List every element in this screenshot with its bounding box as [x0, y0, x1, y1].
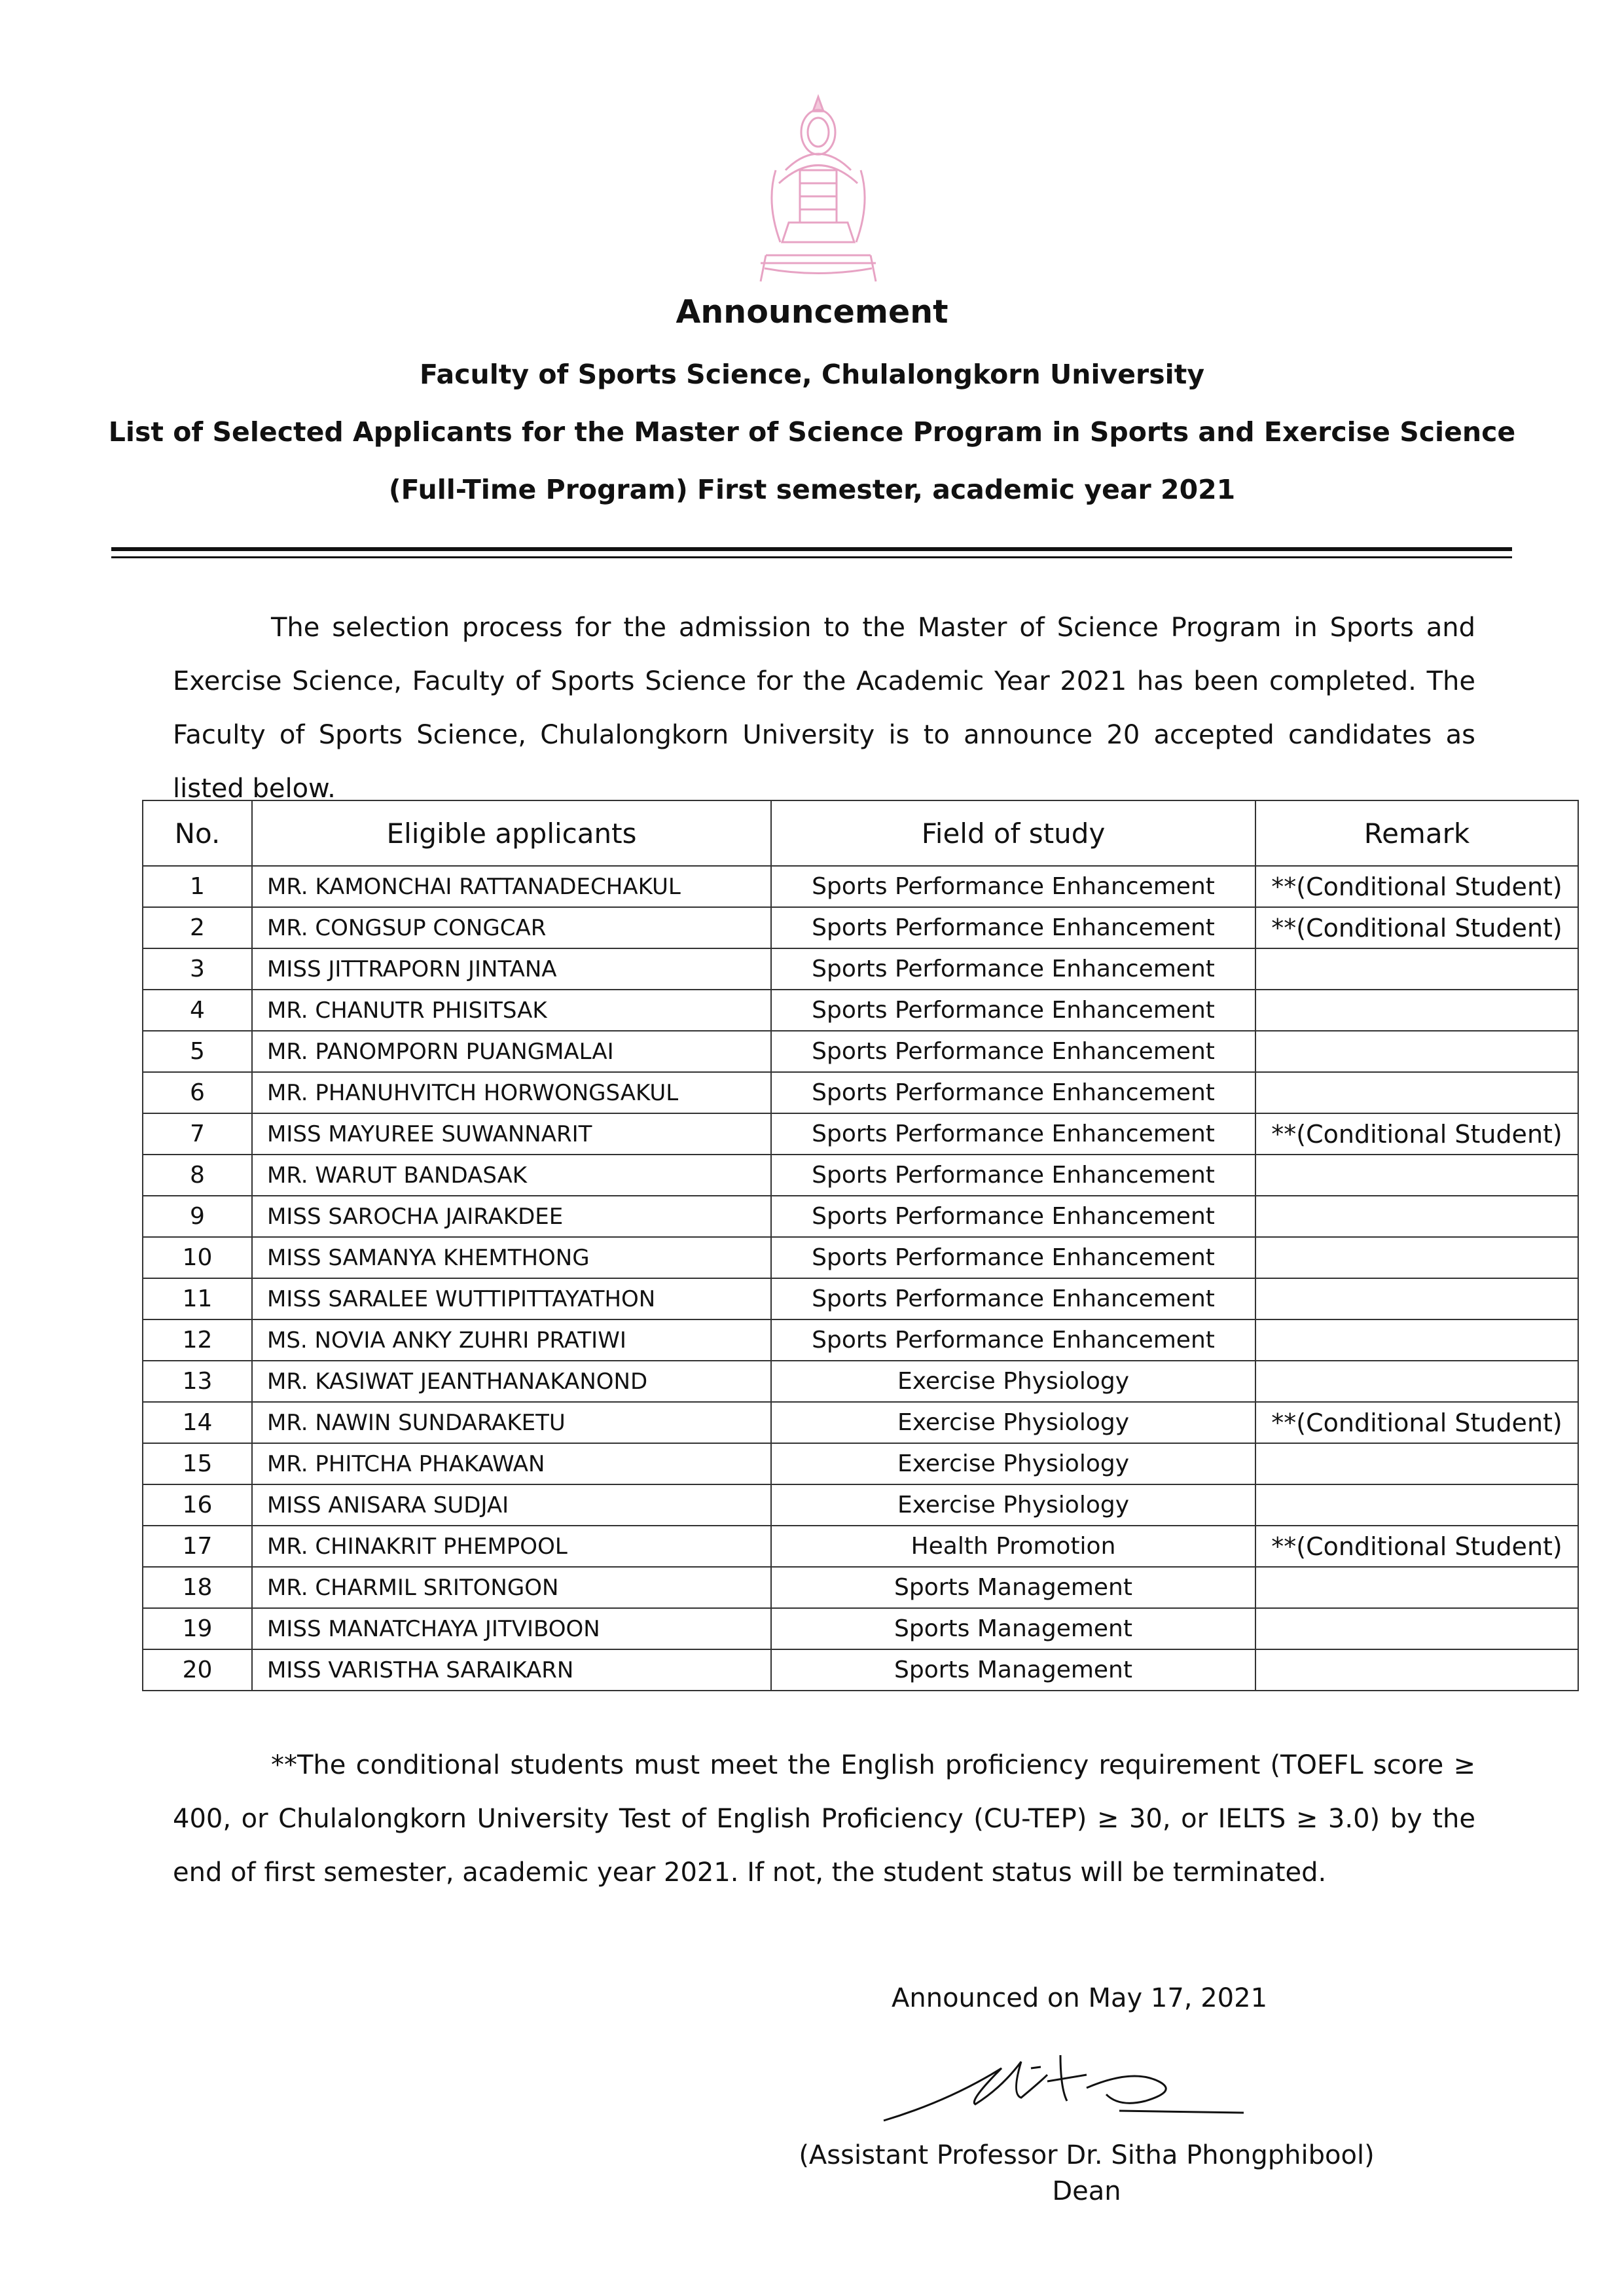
table-row [143, 948, 1578, 990]
cell-applicant-name: MISS ANISARA SUDJAI [252, 1484, 771, 1526]
cell-remark [1255, 948, 1578, 990]
cell-no: 10 [143, 1237, 252, 1278]
table-row [143, 1031, 1578, 1072]
cell-remark: **(Conditional Student) [1255, 866, 1578, 907]
header-divider-thick [111, 547, 1512, 551]
cell-field-of-study: Sports Performance Enhancement [771, 1319, 1255, 1361]
table-row [143, 1155, 1578, 1196]
table-row [143, 1567, 1578, 1608]
cell-applicant-name: MR. NAWIN SUNDARAKETU [252, 1402, 771, 1443]
cell-remark [1255, 1237, 1578, 1278]
cell-no: 2 [143, 907, 252, 948]
table-row [143, 1278, 1578, 1319]
cell-field-of-study: Sports Performance Enhancement [771, 990, 1255, 1031]
cell-field-of-study: Sports Management [771, 1608, 1255, 1649]
cell-applicant-name: MR. CHARMIL SRITONGON [252, 1567, 771, 1608]
conditional-note: **The conditional students must meet the English proficiency requirement (TOEFL score ≥ 400, or Chulalongkorn University Test of English Proficiency (CU-TEP) ≥ 30, or IELTS ≥ 3.0) by the end of first semester, academic year 2021. If not, the student status will be terminated. [173, 1750, 1475, 1888]
cell-field-of-study: Sports Performance Enhancement [771, 1278, 1255, 1319]
cell-applicant-name: MR. CHINAKRIT PHEMPOOL [252, 1526, 771, 1567]
cell-applicant-name: MISS SAROCHA JAIRAKDEE [252, 1196, 771, 1237]
cell-remark [1255, 1484, 1578, 1526]
cell-no: 9 [143, 1196, 252, 1237]
cell-field-of-study: Exercise Physiology [771, 1443, 1255, 1484]
cell-applicant-name: MR. KAMONCHAI RATTANADECHAKUL [252, 866, 771, 907]
table-row [143, 990, 1578, 1031]
cell-no: 17 [143, 1526, 252, 1567]
table-row [143, 1113, 1578, 1155]
cell-remark: **(Conditional Student) [1255, 1113, 1578, 1155]
cell-no: 12 [143, 1319, 252, 1361]
cell-field-of-study: Sports Performance Enhancement [771, 1196, 1255, 1237]
cell-no: 20 [143, 1649, 252, 1691]
table-row [143, 1237, 1578, 1278]
table-row [143, 1072, 1578, 1113]
table-row [143, 1361, 1578, 1402]
cell-remark [1255, 1278, 1578, 1319]
cell-no: 11 [143, 1278, 252, 1319]
university-emblem-icon [746, 92, 890, 288]
signature-image [871, 2029, 1257, 2134]
cell-applicant-name: MISS SAMANYA KHEMTHONG [252, 1237, 771, 1278]
cell-remark: **(Conditional Student) [1255, 907, 1578, 948]
cell-field-of-study: Sports Management [771, 1649, 1255, 1691]
cell-no: 13 [143, 1361, 252, 1402]
cell-no: 15 [143, 1443, 252, 1484]
cell-remark: **(Conditional Student) [1255, 1402, 1578, 1443]
cell-remark [1255, 1196, 1578, 1237]
cell-field-of-study: Sports Performance Enhancement [771, 1031, 1255, 1072]
cell-applicant-name: MR. KASIWAT JEANTHANAKANOND [252, 1361, 771, 1402]
cell-remark [1255, 1608, 1578, 1649]
cell-no: 4 [143, 990, 252, 1031]
cell-no: 6 [143, 1072, 252, 1113]
cell-remark [1255, 1567, 1578, 1608]
cell-applicant-name: MISS VARISTHA SARAIKARN [252, 1649, 771, 1691]
cell-remark [1255, 1072, 1578, 1113]
cell-field-of-study: Exercise Physiology [771, 1402, 1255, 1443]
cell-field-of-study: Health Promotion [771, 1526, 1255, 1567]
signer-role: Dean [1052, 2176, 1121, 2206]
cell-no: 7 [143, 1113, 252, 1155]
cell-applicant-name: MR. CONGSUP CONGCAR [252, 907, 771, 948]
cell-remark [1255, 990, 1578, 1031]
table-body [143, 866, 1578, 1691]
intro-paragraph: The selection process for the admission to the Master of Science Program in Sports and Exercise Science, Faculty of Sports Science for the Academic Year 2021 has been completed. The Faculty of Sports Science, Chulalongkorn University is to announce 20 accepted candidates as listed below. [173, 613, 1475, 804]
header-divider-thin [111, 556, 1512, 558]
cell-remark [1255, 1649, 1578, 1691]
cell-applicant-name: MISS MANATCHAYA JITVIBOON [252, 1608, 771, 1649]
table-row [143, 907, 1578, 948]
cell-field-of-study: Sports Performance Enhancement [771, 866, 1255, 907]
cell-no: 14 [143, 1402, 252, 1443]
announcement-date: Announced on May 17, 2021 [892, 1983, 1268, 2013]
table-row [143, 1319, 1578, 1361]
cell-field-of-study: Sports Performance Enhancement [771, 1113, 1255, 1155]
cell-no: 1 [143, 866, 252, 907]
column-header-remark: Remark [1255, 800, 1578, 866]
cell-applicant-name: MR. PHITCHA PHAKAWAN [252, 1443, 771, 1484]
cell-field-of-study: Sports Performance Enhancement [771, 948, 1255, 990]
cell-field-of-study: Exercise Physiology [771, 1361, 1255, 1402]
table-row [143, 866, 1578, 907]
column-header-field: Field of study [771, 800, 1255, 866]
column-header-applicants: Eligible applicants [252, 800, 771, 866]
cell-remark: **(Conditional Student) [1255, 1526, 1578, 1567]
cell-remark [1255, 1031, 1578, 1072]
cell-field-of-study: Sports Performance Enhancement [771, 1155, 1255, 1196]
cell-remark [1255, 1155, 1578, 1196]
table-header-row [143, 800, 1578, 866]
cell-applicant-name: MISS MAYUREE SUWANNARIT [252, 1113, 771, 1155]
cell-field-of-study: Sports Performance Enhancement [771, 1237, 1255, 1278]
cell-applicant-name: MR. PANOMPORN PUANGMALAI [252, 1031, 771, 1072]
faculty-heading: Faculty of Sports Science, Chulalongkorn University [419, 359, 1205, 390]
cell-no: 5 [143, 1031, 252, 1072]
cell-applicant-name: MR. CHANUTR PHISITSAK [252, 990, 771, 1031]
cell-no: 16 [143, 1484, 252, 1526]
table-row [143, 1443, 1578, 1484]
cell-no: 3 [143, 948, 252, 990]
cell-applicant-name: MISS JITTRAPORN JINTANA [252, 948, 771, 990]
table-row [143, 1196, 1578, 1237]
list-heading: List of Selected Applicants for the Master of Science Program in Sports and Exercise Science [108, 416, 1516, 448]
column-header-no: No. [143, 800, 252, 866]
table-row [143, 1484, 1578, 1526]
cell-no: 18 [143, 1567, 252, 1608]
cell-field-of-study: Sports Performance Enhancement [771, 907, 1255, 948]
cell-remark [1255, 1319, 1578, 1361]
cell-field-of-study: Exercise Physiology [771, 1484, 1255, 1526]
cell-field-of-study: Sports Management [771, 1567, 1255, 1608]
table-row [143, 1608, 1578, 1649]
cell-applicant-name: MS. NOVIA ANKY ZUHRI PRATIWI [252, 1319, 771, 1361]
table-row [143, 1526, 1578, 1567]
cell-remark [1255, 1361, 1578, 1402]
table-row [143, 1649, 1578, 1691]
cell-no: 8 [143, 1155, 252, 1196]
applicants-table [142, 800, 1579, 1691]
cell-applicant-name: MR. WARUT BANDASAK [252, 1155, 771, 1196]
cell-no: 19 [143, 1608, 252, 1649]
signer-name: (Assistant Professor Dr. Sitha Phongphibool) [799, 2140, 1375, 2170]
cell-applicant-name: MISS SARALEE WUTTIPITTAYATHON [252, 1278, 771, 1319]
table-row [143, 1402, 1578, 1443]
program-heading: (Full-Time Program) First semester, academic year 2021 [388, 474, 1236, 505]
cell-field-of-study: Sports Performance Enhancement [771, 1072, 1255, 1113]
announcement-title: Announcement [676, 293, 948, 331]
cell-remark [1255, 1443, 1578, 1484]
cell-applicant-name: MR. PHANUHVITCH HORWONGSAKUL [252, 1072, 771, 1113]
